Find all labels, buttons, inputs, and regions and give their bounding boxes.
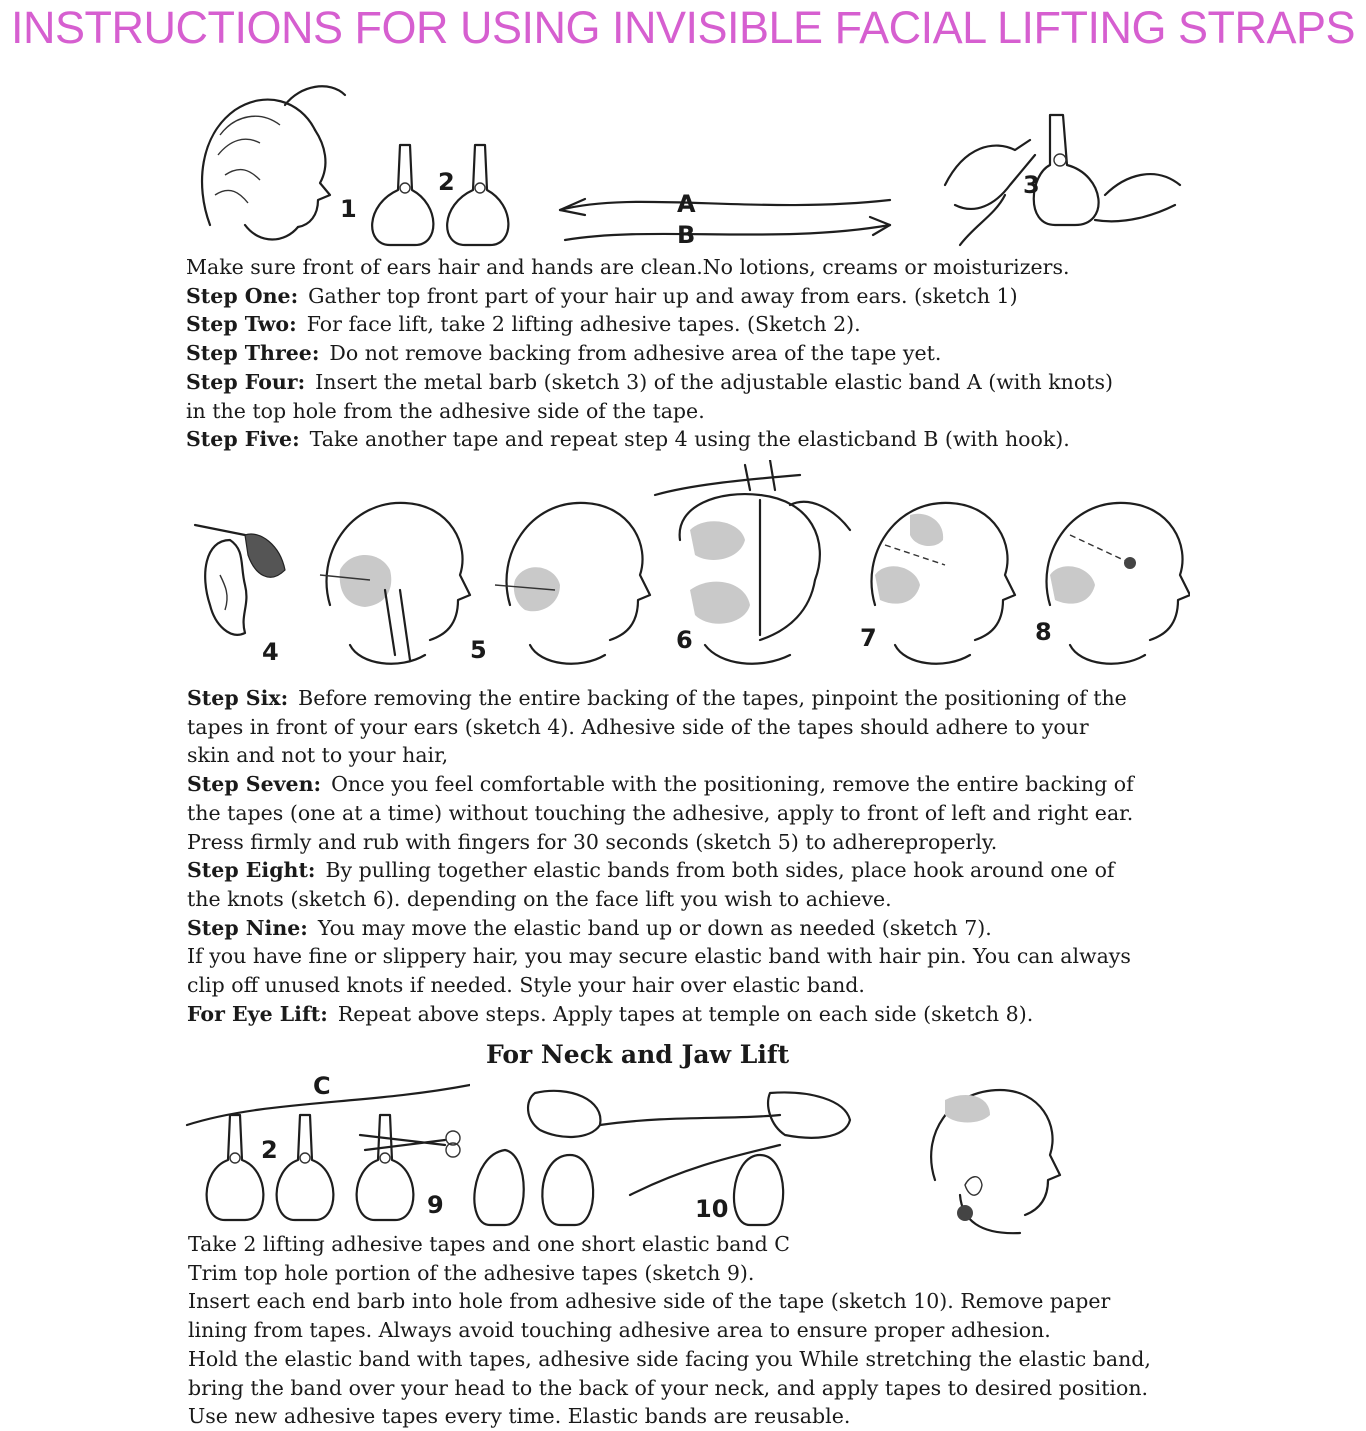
step-label: Step Four: bbox=[186, 369, 306, 394]
neck-jaw-heading: For Neck and Jaw Lift bbox=[486, 1040, 790, 1069]
step-text: clip off unused knots if needed. Style your hair over elastic band. bbox=[187, 973, 865, 998]
step-label: For Eye Lift: bbox=[187, 1001, 328, 1026]
sketch-9-trim-tapes-illustration bbox=[185, 1070, 470, 1230]
sketch-number-7: 7 bbox=[860, 624, 877, 652]
step-line bbox=[187, 713, 1134, 742]
step-text: Press firmly and rub with fingers for 30 seconds (sketch 5) to adhereproperly. bbox=[187, 829, 998, 854]
sketch-5b-head-illustration bbox=[490, 495, 655, 680]
section-1-text bbox=[186, 253, 1113, 454]
section-3-text bbox=[188, 1230, 1151, 1431]
step-line bbox=[187, 770, 1134, 799]
step-line bbox=[186, 368, 1113, 397]
step-text: Repeat above steps. Apply tapes at temple on each side (sketch 8). bbox=[337, 1001, 1034, 1026]
step-text: the tapes (one at a time) without touching the adhesive, apply to front of left and right ear. bbox=[187, 800, 1134, 825]
step-text: If you have fine or slippery hair, you may secure elastic band with hair pin. You can always bbox=[187, 944, 1131, 969]
instruction-line: Hold the elastic band with tapes, adhesive side facing you While stretching the elastic band, bbox=[188, 1346, 1151, 1371]
step-line bbox=[187, 885, 1134, 914]
sketch-number-9: 9 bbox=[427, 1191, 444, 1219]
sketch-1-head-illustration bbox=[190, 75, 360, 250]
step-line bbox=[187, 942, 1134, 971]
step-label: Step Six: bbox=[187, 686, 289, 710]
step-text: Do not remove backing from adhesive area of the tape yet. bbox=[329, 341, 942, 366]
sketch-number-5: 5 bbox=[470, 636, 487, 664]
sketch-3-barb-insertion-illustration bbox=[935, 105, 1185, 255]
sketch-5-head-illustration bbox=[310, 495, 500, 680]
sketch-7-head-illustration bbox=[855, 495, 1020, 680]
instruction-line: Insert each end barb into hole from adhesive side of the tape (sketch 10). Remove paper bbox=[188, 1289, 1111, 1314]
step-label: Step Seven: bbox=[187, 772, 322, 797]
instruction-line: Trim top hole portion of the adhesive tapes (sketch 9). bbox=[188, 1260, 755, 1285]
sketch-number-8: 8 bbox=[1035, 618, 1052, 646]
instruction-line: Take 2 lifting adhesive tapes and one short elastic band C bbox=[188, 1232, 790, 1256]
step-line bbox=[187, 741, 1134, 770]
sketch-number-6: 6 bbox=[676, 626, 693, 654]
sketch-number-1: 1 bbox=[340, 195, 357, 223]
step-text: You may move the elastic band up or down as needed (sketch 7). bbox=[317, 915, 992, 940]
step-text: Insert the metal barb (sketch 3) of the adjustable elastic band A (with knots) bbox=[315, 369, 1113, 394]
step-line bbox=[187, 914, 1134, 943]
sketch-number-2b: 2 bbox=[261, 1136, 278, 1164]
step-text: tapes in front of your ears (sketch 4). Adhesive side of the tapes should adhere to your bbox=[187, 714, 1089, 739]
sketch-number-10: 10 bbox=[695, 1195, 729, 1223]
elastic-bands-a-b-illustration bbox=[555, 185, 900, 250]
step-line bbox=[187, 828, 1134, 857]
step-label: Step Nine: bbox=[187, 915, 308, 940]
step-text: By pulling together elastic bands from both sides, place hook around one of bbox=[325, 858, 1115, 883]
step-line bbox=[187, 856, 1134, 885]
step-line bbox=[187, 1000, 1134, 1029]
sketch-number-3: 3 bbox=[1023, 171, 1040, 199]
step-label: Step Two: bbox=[186, 312, 297, 337]
band-label-a: A bbox=[677, 190, 696, 218]
step-line bbox=[187, 684, 1134, 713]
section-2-text bbox=[187, 684, 1134, 1028]
step-line bbox=[186, 397, 1113, 426]
step-line bbox=[186, 425, 1113, 454]
page-title: INSTRUCTIONS FOR USING INVISIBLE FACIAL LIFTING STRAPS bbox=[10, 2, 1356, 53]
band-label-c: C bbox=[313, 1072, 331, 1100]
sketch-8-head-illustration bbox=[1030, 495, 1190, 680]
sketch-number-2: 2 bbox=[438, 168, 455, 196]
step-label: Step One: bbox=[186, 283, 299, 308]
sketch-2-tapes-illustration bbox=[370, 140, 520, 250]
neck-lift-head-illustration bbox=[920, 1085, 1070, 1245]
instruction-line: bring the band over your head to the back of your neck, and apply tapes to desired position. bbox=[188, 1375, 1149, 1400]
instruction-line: Use new adhesive tapes every time. Elastic bands are reusable. bbox=[188, 1404, 851, 1429]
step-text: Take another tape and repeat step 4 using the elasticband B (with hook). bbox=[309, 427, 1070, 452]
step-label: Step Eight: bbox=[187, 858, 316, 883]
step-text: Once you feel comfortable with the positioning, remove the entire backing of bbox=[331, 772, 1134, 797]
step-line bbox=[186, 339, 1113, 368]
sketch-6-back-of-head-illustration bbox=[650, 460, 855, 675]
step-text: Before removing the entire backing of the tapes, pinpoint the positioning of the bbox=[298, 686, 1127, 710]
step-text: the knots (sketch 6). depending on the face lift you wish to achieve. bbox=[187, 886, 892, 911]
sketch-10-barb-insertion-illustration bbox=[470, 1085, 865, 1235]
step-line bbox=[187, 799, 1134, 828]
sketch-4-ear-illustration bbox=[190, 515, 305, 665]
step-label: Step Five: bbox=[186, 427, 300, 452]
intro-line: Make sure front of ears hair and hands are clean.No lotions, creams or moisturizers. bbox=[186, 255, 1070, 279]
step-line bbox=[186, 310, 1113, 339]
step-line bbox=[186, 282, 1113, 311]
step-text: For face lift, take 2 lifting adhesive tapes. (Sketch 2). bbox=[306, 312, 861, 337]
instruction-line: lining from tapes. Always avoid touching adhesive area to ensure proper adhesion. bbox=[188, 1318, 1051, 1343]
step-text: skin and not to your hair, bbox=[187, 743, 449, 768]
step-line bbox=[187, 971, 1134, 1000]
band-label-b: B bbox=[677, 221, 696, 249]
step-text: Gather top front part of your hair up and away from ears. (sketch 1) bbox=[308, 283, 1018, 308]
sketch-number-4: 4 bbox=[262, 638, 279, 665]
step-label: Step Three: bbox=[186, 341, 320, 366]
step-text: in the top hole from the adhesive side of the tape. bbox=[186, 398, 705, 423]
